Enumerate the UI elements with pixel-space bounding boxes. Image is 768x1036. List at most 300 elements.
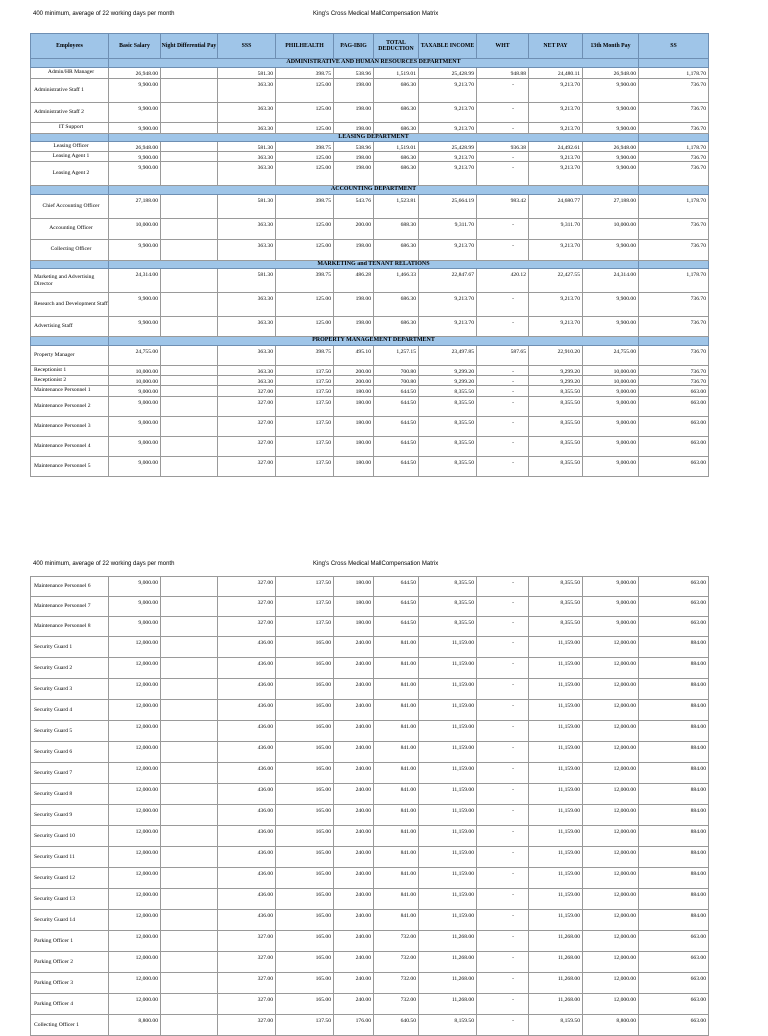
- cell-value: -: [477, 868, 529, 889]
- cell-value: 841.00: [374, 637, 419, 658]
- cell-value: 363.30: [218, 122, 276, 133]
- cell-value: 198.00: [334, 78, 374, 102]
- cell-value: 10,000.00: [583, 218, 639, 239]
- employee-name: Security Guard 8: [31, 784, 109, 805]
- employee-name: Parking Officer 4: [31, 994, 109, 1015]
- department-title: ACCOUNTING DEPARTMENT: [109, 186, 639, 195]
- table-row: [31, 973, 709, 994]
- cell-value: 137.50: [276, 416, 334, 436]
- cell-value: 884.00: [639, 910, 709, 931]
- table-row: [31, 1015, 709, 1036]
- cell-value: [161, 122, 218, 133]
- cell-value: 644.50: [374, 617, 419, 637]
- cell-value: 198.00: [334, 122, 374, 133]
- cell-value: 486.28: [334, 269, 374, 293]
- cell-value: 11,159.00: [419, 784, 477, 805]
- cell-value: 9,000.00: [583, 577, 639, 597]
- employee-name: Administrative Staff 1: [31, 78, 109, 102]
- cell-value: 9,900.00: [583, 152, 639, 162]
- page-header: [0, 0, 768, 16]
- cell-value: 436.00: [218, 658, 276, 679]
- cell-value: 688.30: [374, 218, 419, 239]
- cell-value: 11,268.00: [419, 931, 477, 952]
- cell-value: 9,000.00: [583, 385, 639, 396]
- cell-value: 663.00: [639, 1015, 709, 1036]
- cell-value: 180.00: [334, 456, 374, 476]
- cell-value: [161, 847, 218, 868]
- cell-value: 398.75: [276, 142, 334, 152]
- cell-value: 663.00: [639, 577, 709, 597]
- cell-value: 327.00: [218, 456, 276, 476]
- cell-value: 8,159.50: [529, 1015, 583, 1036]
- cell-value: 363.30: [218, 317, 276, 337]
- cell-value: [161, 345, 218, 365]
- department-row: [31, 133, 709, 142]
- table-row: [31, 293, 709, 317]
- cell-value: 327.00: [218, 577, 276, 597]
- cell-value: 200.00: [334, 375, 374, 385]
- cell-value: 948.88: [477, 67, 529, 78]
- employee-name: Receptionist 2: [31, 375, 109, 385]
- cell-value: 12,000.00: [583, 784, 639, 805]
- table-row: [31, 784, 709, 805]
- employee-name: Security Guard 12: [31, 868, 109, 889]
- cell-value: 436.00: [218, 889, 276, 910]
- cell-value: 12,000.00: [583, 910, 639, 931]
- cell-value: 398.75: [276, 194, 334, 218]
- table-row: [31, 889, 709, 910]
- cell-value: -: [477, 375, 529, 385]
- cell-value: 736.70: [639, 102, 709, 122]
- cell-value: 11,159.00: [419, 763, 477, 784]
- cell-value: [161, 577, 218, 597]
- dept-cell: [639, 186, 709, 195]
- cell-value: 736.70: [639, 375, 709, 385]
- cell-value: -: [477, 152, 529, 162]
- cell-value: 363.30: [218, 375, 276, 385]
- dept-cell: [31, 186, 109, 195]
- cell-value: 165.00: [276, 973, 334, 994]
- cell-value: 8,355.50: [419, 385, 477, 396]
- cell-value: 327.00: [218, 973, 276, 994]
- cell-value: 663.00: [639, 952, 709, 973]
- cell-value: 436.00: [218, 637, 276, 658]
- table-row: [31, 194, 709, 218]
- col-employees: Employees: [31, 34, 109, 59]
- cell-value: -: [477, 162, 529, 186]
- cell-value: 9,213.70: [419, 239, 477, 260]
- cell-value: 398.75: [276, 67, 334, 78]
- cell-value: 137.50: [276, 385, 334, 396]
- cell-value: 884.00: [639, 826, 709, 847]
- cell-value: 240.00: [334, 721, 374, 742]
- cell-value: [161, 152, 218, 162]
- cell-value: 9,900.00: [583, 293, 639, 317]
- cell-value: 11,159.00: [419, 826, 477, 847]
- cell-value: 27,188.00: [583, 194, 639, 218]
- cell-value: 736.70: [639, 239, 709, 260]
- cell-value: 11,159.00: [419, 637, 477, 658]
- cell-value: 26,948.00: [109, 142, 161, 152]
- table-row: [31, 162, 709, 186]
- cell-value: 12,000.00: [583, 889, 639, 910]
- cell-value: 24,680.77: [529, 194, 583, 218]
- employee-name: Parking Officer 1: [31, 931, 109, 952]
- cell-value: 9,213.70: [419, 102, 477, 122]
- cell-value: 1,523.81: [374, 194, 419, 218]
- cell-value: 663.00: [639, 456, 709, 476]
- cell-value: 700.80: [374, 365, 419, 375]
- cell-value: 884.00: [639, 889, 709, 910]
- cell-value: [161, 269, 218, 293]
- cell-value: 176.00: [334, 1015, 374, 1036]
- cell-value: 686.30: [374, 102, 419, 122]
- cell-value: 240.00: [334, 973, 374, 994]
- col-philhealth: PHILHEALTH: [276, 34, 334, 59]
- cell-value: 841.00: [374, 679, 419, 700]
- cell-value: 841.00: [374, 658, 419, 679]
- table-row: [31, 218, 709, 239]
- cell-value: [161, 142, 218, 152]
- cell-value: 10,000.00: [583, 375, 639, 385]
- cell-value: 686.30: [374, 78, 419, 102]
- cell-value: 12,000.00: [583, 763, 639, 784]
- cell-value: 581.30: [218, 67, 276, 78]
- cell-value: -: [477, 385, 529, 396]
- cell-value: 420.12: [477, 269, 529, 293]
- employee-name: Parking Officer 3: [31, 973, 109, 994]
- cell-value: 12,000.00: [109, 931, 161, 952]
- cell-value: 165.00: [276, 637, 334, 658]
- cell-value: 686.30: [374, 293, 419, 317]
- cell-value: [161, 456, 218, 476]
- employee-name: Maintenance Personnel 3: [31, 416, 109, 436]
- employee-name: Security Guard 2: [31, 658, 109, 679]
- cell-value: 640.50: [374, 1015, 419, 1036]
- employee-name: Chief Accounting Officer: [31, 194, 109, 218]
- cell-value: 11,159.00: [529, 721, 583, 742]
- cell-value: -: [477, 994, 529, 1015]
- cell-value: 137.50: [276, 375, 334, 385]
- cell-value: [161, 218, 218, 239]
- cell-value: 11,159.00: [529, 679, 583, 700]
- cell-value: 137.50: [276, 396, 334, 416]
- cell-value: 1,519.01: [374, 67, 419, 78]
- cell-value: 11,268.00: [419, 994, 477, 1015]
- employee-name: Leasing Agent 2: [31, 162, 109, 186]
- cell-value: 12,000.00: [583, 847, 639, 868]
- cell-value: [161, 763, 218, 784]
- cell-value: [161, 78, 218, 102]
- cell-value: -: [477, 952, 529, 973]
- cell-value: 644.50: [374, 396, 419, 416]
- cell-value: [161, 868, 218, 889]
- employee-name: Security Guard 9: [31, 805, 109, 826]
- cell-value: 125.00: [276, 162, 334, 186]
- cell-value: [161, 67, 218, 78]
- employee-name: Security Guard 3: [31, 679, 109, 700]
- cell-value: 436.00: [218, 742, 276, 763]
- table-row: [31, 416, 709, 436]
- cell-value: 12,000.00: [109, 679, 161, 700]
- cell-value: 11,159.00: [529, 826, 583, 847]
- cell-value: -: [477, 396, 529, 416]
- employee-name: Accounting Officer: [31, 218, 109, 239]
- cell-value: 543.76: [334, 194, 374, 218]
- col-pag-ibig: PAG-IBIG: [334, 34, 374, 59]
- department-title: LEASING DEPARTMENT: [109, 133, 639, 142]
- cell-value: 736.70: [639, 317, 709, 337]
- cell-value: -: [477, 763, 529, 784]
- cell-value: -: [477, 365, 529, 375]
- cell-value: 12,000.00: [583, 973, 639, 994]
- page-header: [0, 550, 768, 566]
- cell-value: 12,000.00: [583, 742, 639, 763]
- cell-value: 12,000.00: [109, 868, 161, 889]
- cell-value: -: [477, 456, 529, 476]
- compensation-table-continued: [30, 576, 709, 1036]
- cell-value: 8,159.50: [419, 1015, 477, 1036]
- cell-value: 9,299.20: [419, 365, 477, 375]
- cell-value: 12,000.00: [583, 679, 639, 700]
- cell-value: 538.96: [334, 142, 374, 152]
- cell-value: 732.00: [374, 973, 419, 994]
- cell-value: 9,900.00: [109, 239, 161, 260]
- cell-value: [161, 436, 218, 456]
- cell-value: 240.00: [334, 868, 374, 889]
- employee-name: Admin/HR Manager: [31, 67, 109, 78]
- cell-value: 436.00: [218, 847, 276, 868]
- cell-value: 9,000.00: [583, 617, 639, 637]
- dept-cell: [639, 260, 709, 269]
- cell-value: 9,213.70: [419, 152, 477, 162]
- cell-value: 663.00: [639, 436, 709, 456]
- cell-value: 24,314.00: [583, 269, 639, 293]
- cell-value: 663.00: [639, 385, 709, 396]
- cell-value: 12,000.00: [109, 973, 161, 994]
- table-row: [31, 868, 709, 889]
- cell-value: 165.00: [276, 658, 334, 679]
- cell-value: 27,188.00: [109, 194, 161, 218]
- cell-value: 125.00: [276, 317, 334, 337]
- cell-value: 11,159.00: [529, 763, 583, 784]
- cell-value: 12,000.00: [109, 994, 161, 1015]
- table-row: [31, 436, 709, 456]
- header-note: 400 minimum, average of 22 working days per month: [33, 11, 175, 17]
- table-row: [31, 679, 709, 700]
- cell-value: 8,355.50: [419, 597, 477, 617]
- cell-value: 8,355.50: [419, 456, 477, 476]
- cell-value: 12,000.00: [583, 700, 639, 721]
- cell-value: 165.00: [276, 721, 334, 742]
- cell-value: 9,213.70: [529, 78, 583, 102]
- cell-value: 327.00: [218, 396, 276, 416]
- department-row: [31, 260, 709, 269]
- col-net-pay: NET PAY: [529, 34, 583, 59]
- cell-value: 686.30: [374, 152, 419, 162]
- cell-value: 198.00: [334, 239, 374, 260]
- employee-name: Maintenance Personnel 8: [31, 617, 109, 637]
- employee-name: Security Guard 4: [31, 700, 109, 721]
- cell-value: 200.00: [334, 365, 374, 375]
- employee-name: Maintenance Personnel 6: [31, 577, 109, 597]
- cell-value: 198.00: [334, 317, 374, 337]
- cell-value: 9,000.00: [109, 436, 161, 456]
- cell-value: 9,213.70: [419, 78, 477, 102]
- employee-name: Receptionist 1: [31, 365, 109, 375]
- table-row: [31, 102, 709, 122]
- employee-name: Maintenance Personnel 7: [31, 597, 109, 617]
- cell-value: [161, 194, 218, 218]
- cell-value: 11,268.00: [419, 952, 477, 973]
- cell-value: [161, 931, 218, 952]
- cell-value: 22,910.20: [529, 345, 583, 365]
- cell-value: 12,000.00: [109, 952, 161, 973]
- sheet-page-1: [0, 0, 768, 469]
- employee-name: Parking Officer 2: [31, 952, 109, 973]
- cell-value: 125.00: [276, 218, 334, 239]
- table-row: [31, 617, 709, 637]
- table-row: [31, 700, 709, 721]
- cell-value: 436.00: [218, 721, 276, 742]
- cell-value: 363.30: [218, 365, 276, 375]
- cell-value: 884.00: [639, 742, 709, 763]
- cell-value: 165.00: [276, 826, 334, 847]
- cell-value: 732.00: [374, 994, 419, 1015]
- cell-value: 10,000.00: [109, 375, 161, 385]
- cell-value: [161, 805, 218, 826]
- department-title: ADMINISTRATIVE AND HUMAN RESOURCES DEPARTMENT: [109, 59, 639, 68]
- cell-value: 180.00: [334, 416, 374, 436]
- cell-value: 240.00: [334, 637, 374, 658]
- cell-value: 841.00: [374, 784, 419, 805]
- cell-value: 137.50: [276, 365, 334, 375]
- cell-value: 137.50: [276, 617, 334, 637]
- cell-value: -: [477, 1015, 529, 1036]
- table-row: [31, 658, 709, 679]
- cell-value: 165.00: [276, 952, 334, 973]
- cell-value: 736.70: [639, 293, 709, 317]
- cell-value: 23,497.85: [419, 345, 477, 365]
- employee-name: Maintenance Personnel 4: [31, 436, 109, 456]
- cell-value: 436.00: [218, 868, 276, 889]
- cell-value: 137.50: [276, 456, 334, 476]
- cell-value: 587.65: [477, 345, 529, 365]
- department-row: [31, 186, 709, 195]
- cell-value: [161, 375, 218, 385]
- cell-value: 732.00: [374, 952, 419, 973]
- department-title: MARKETING and TENANT RELATIONS: [109, 260, 639, 269]
- cell-value: -: [477, 889, 529, 910]
- cell-value: 9,213.70: [529, 162, 583, 186]
- cell-value: 165.00: [276, 784, 334, 805]
- employee-name: Security Guard 5: [31, 721, 109, 742]
- cell-value: 200.00: [334, 218, 374, 239]
- table-row: [31, 577, 709, 597]
- cell-value: 644.50: [374, 436, 419, 456]
- cell-value: 24,755.00: [583, 345, 639, 365]
- cell-value: -: [477, 317, 529, 337]
- dept-cell: [31, 337, 109, 346]
- table-row: [31, 597, 709, 617]
- employee-name: Maintenance Personnel 2: [31, 396, 109, 416]
- cell-value: 663.00: [639, 931, 709, 952]
- cell-value: 12,000.00: [583, 952, 639, 973]
- cell-value: 644.50: [374, 416, 419, 436]
- cell-value: -: [477, 826, 529, 847]
- table-row: [31, 931, 709, 952]
- cell-value: 327.00: [218, 994, 276, 1015]
- cell-value: 180.00: [334, 436, 374, 456]
- cell-value: 8,355.50: [529, 416, 583, 436]
- cell-value: 363.30: [218, 218, 276, 239]
- cell-value: 9,213.70: [529, 122, 583, 133]
- cell-value: 663.00: [639, 597, 709, 617]
- table-row: [31, 742, 709, 763]
- cell-value: 11,268.00: [529, 973, 583, 994]
- cell-value: 9,000.00: [583, 436, 639, 456]
- cell-value: 12,000.00: [109, 847, 161, 868]
- cell-value: -: [477, 931, 529, 952]
- cell-value: 125.00: [276, 78, 334, 102]
- cell-value: [161, 317, 218, 337]
- cell-value: [161, 416, 218, 436]
- employee-name: Administrative Staff 2: [31, 102, 109, 122]
- table-row: [31, 375, 709, 385]
- cell-value: 9,000.00: [109, 577, 161, 597]
- cell-value: 9,213.70: [419, 162, 477, 186]
- cell-value: 8,355.50: [529, 385, 583, 396]
- cell-value: 11,268.00: [529, 931, 583, 952]
- employee-name: Maintenance Personnel 5: [31, 456, 109, 476]
- cell-value: 327.00: [218, 1015, 276, 1036]
- cell-value: [161, 742, 218, 763]
- cell-value: 11,159.00: [419, 742, 477, 763]
- cell-value: 165.00: [276, 931, 334, 952]
- cell-value: 841.00: [374, 910, 419, 931]
- cell-value: 363.30: [218, 239, 276, 260]
- cell-value: [161, 396, 218, 416]
- cell-value: 9,311.70: [529, 218, 583, 239]
- cell-value: 165.00: [276, 994, 334, 1015]
- cell-value: 12,000.00: [583, 637, 639, 658]
- cell-value: 327.00: [218, 952, 276, 973]
- cell-value: 11,159.00: [529, 637, 583, 658]
- cell-value: 180.00: [334, 597, 374, 617]
- cell-value: 11,268.00: [529, 952, 583, 973]
- cell-value: 9,000.00: [583, 597, 639, 617]
- col-night-differential: Night Differential Pay: [161, 34, 218, 59]
- table-row: [31, 847, 709, 868]
- cell-value: 12,000.00: [109, 658, 161, 679]
- cell-value: 363.30: [218, 78, 276, 102]
- employee-name: Collecting Officer 1: [31, 1015, 109, 1036]
- table-row: [31, 142, 709, 152]
- cell-value: 8,355.50: [419, 396, 477, 416]
- cell-value: 9,900.00: [109, 293, 161, 317]
- cell-value: 11,268.00: [529, 994, 583, 1015]
- cell-value: 11,159.00: [529, 910, 583, 931]
- cell-value: -: [477, 102, 529, 122]
- cell-value: 165.00: [276, 700, 334, 721]
- cell-value: 686.30: [374, 162, 419, 186]
- table-row: [31, 952, 709, 973]
- cell-value: 125.00: [276, 122, 334, 133]
- cell-value: -: [477, 637, 529, 658]
- cell-value: 327.00: [218, 385, 276, 396]
- department-title: PROPERTY MANAGEMENT DEPARTMENT: [109, 337, 639, 346]
- employee-name: Security Guard 1: [31, 637, 109, 658]
